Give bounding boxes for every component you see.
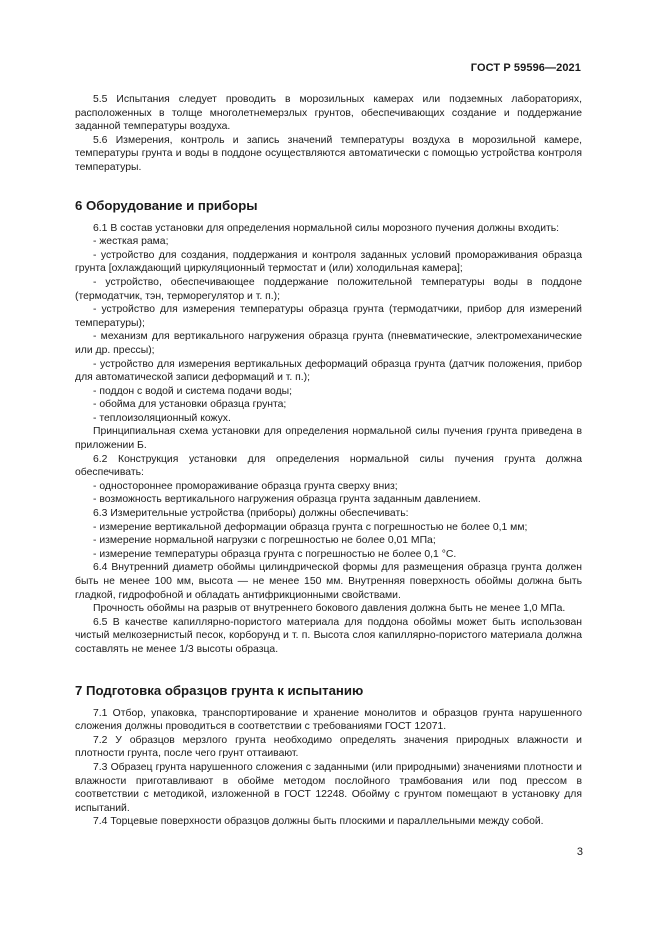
list-item: - жесткая рама;: [93, 236, 169, 248]
list-item: - измерение температуры образца грунта с погрешностью не более 0,1 °С.: [93, 548, 457, 560]
list-item: - возможность вертикального нагружения образца грунта заданным давлением.: [93, 494, 481, 506]
paragraph-scheme-note: Принципиальная схема установки для определения нормальной силы пучения грунта приведена в приложении Б.: [75, 426, 582, 452]
paragraph-7-2: 7.2 У образцов мерзлого грунта необходимо определять значения природных влажности и плотности грунта, после чего грунт оттаивают.: [75, 734, 582, 760]
document-header: ГОСТ Р 59596—2021: [470, 62, 581, 74]
list-item: - обойма для установки образца грунта;: [93, 399, 287, 411]
section-7-heading: 7 Подготовка образцов грунта к испытанию: [75, 682, 364, 698]
list-item: - теплоизоляционный кожух.: [93, 412, 231, 424]
paragraph-6-2: 6.2 Конструкция установки для определения нормальной силы пучения грунта должна обеспечивать:: [75, 453, 582, 479]
paragraph-6-1: 6.1 В состав установки для определения нормальной силы морозного пучения должны входить:: [93, 222, 560, 234]
list-item: - измерение вертикальной деформации образца грунта с погрешностью не более 0,1 мм;: [93, 521, 528, 533]
paragraph-6-5: 6.5 В качестве капиллярно-пористого материала для поддона обоймы может быть использован чистый мелкозернистый песок, корборунд и т. п. Высота слоя капиллярно-пористого материала должна составлять не менее 1/3 высоты образца.: [75, 616, 582, 655]
list-item: - устройство для создания, поддержания и контроля заданных условий промораживания образца грунта [охлаждающий циркуляционный термостат и (или) холодильная камера];: [75, 249, 582, 275]
paragraph-7-4: 7.4 Торцевые поверхности образцов должны быть плоскими и параллельными между собой.: [93, 816, 544, 828]
paragraph-7-3: 7.3 Образец грунта нарушенного сложения с заданными (или природными) значениями плотности и влажности приготавливают в обойме методом послойного трамбования или под прессом в соответствии с методикой, изложенной в ГОСТ 12248. Обойму с грунтом помещают в установку для испытаний.: [75, 761, 582, 814]
list-item: - измерение нормальной нагрузки с погрешностью не более 0,01 МПа;: [93, 535, 436, 547]
paragraph-6-3: 6.3 Измерительные устройства (приборы) должны обеспечивать:: [93, 508, 409, 520]
section-6-heading: 6 Оборудование и приборы: [75, 197, 258, 213]
list-item: - устройство для измерения температуры образца грунта (термодатчики, прибор для измерений температуры);: [75, 304, 582, 329]
page-number: 3: [576, 846, 583, 858]
paragraph-strength-note: Прочность обоймы на разрыв от внутреннего бокового давления должна быть не менее 1,0 МПа.: [93, 603, 566, 615]
paragraph-5-5: 5.5 Испытания следует проводить в морозильных камерах или подземных лабораториях, расположенных в толще многолетнемерзлых грунтов, обеспечивающих создание и поддержание заданной температуры воздуха.: [75, 94, 582, 133]
paragraph-5-6: 5.6 Измерения, контроль и запись значений температуры воздуха в морозильной камере, температуры грунта и воды в поддоне осуществляются автоматически с помощью устройства контроля температуры.: [75, 134, 582, 173]
list-item: - механизм для вертикального нагружения образца грунта (пневматические, электромеханические или др. прессы);: [75, 331, 582, 356]
list-item: - устройство для измерения вертикальных деформаций образца грунта (датчик положения, прибор для автоматической записи деформаций и т. п.);: [75, 358, 582, 384]
list-item: - поддон с водой и система подачи воды;: [93, 385, 293, 397]
list-item: - устройство, обеспечивающее поддержание положительной температуры воды в поддоне (термодатчик, тэн, терморегулятор и т. п.);: [75, 276, 582, 302]
document-body: [75, 93, 582, 829]
list-item: - одностороннее промораживание образца грунта сверху вниз;: [93, 480, 398, 492]
paragraph-6-4: 6.4 Внутренний диаметр обоймы цилиндрической формы для размещения образца грунта должен быть не менее 100 мм, высота — не менее 150 мм. Внутренняя поверхность обоймы должна быть гладкой, гидрофобной и обладать антифрикционными свойствами.: [75, 562, 582, 601]
paragraph-7-1: 7.1 Отбор, упаковка, транспортирование и хранение монолитов и образцов грунта нарушенного сложения должны проводиться в соответствии с требованиями ГОСТ 12071.: [75, 707, 582, 733]
